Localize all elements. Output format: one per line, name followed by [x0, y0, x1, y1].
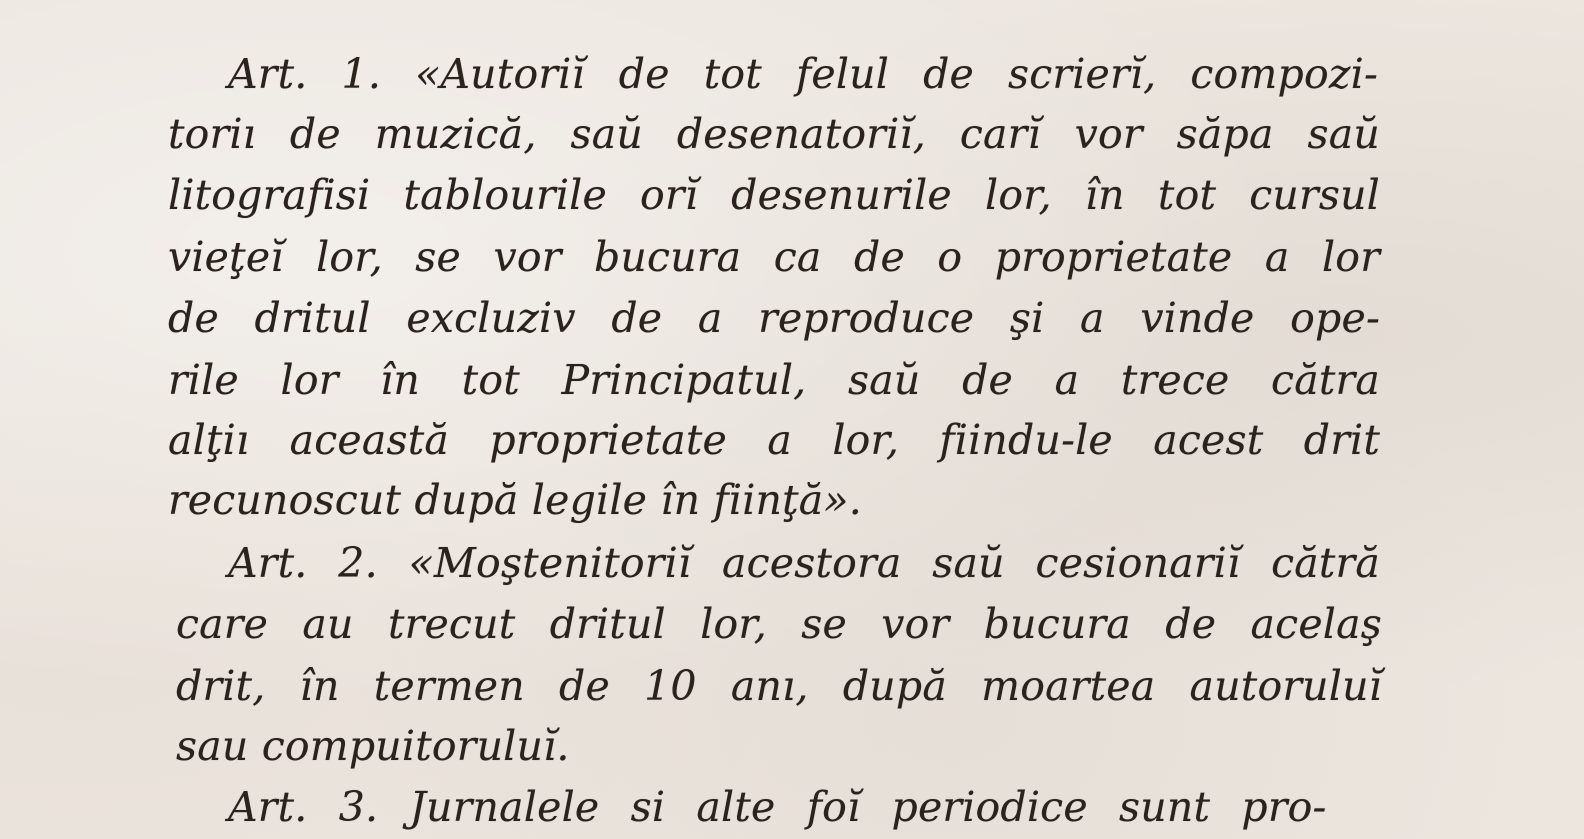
text-line: sau compuitoruluĭ. [176, 722, 570, 770]
text-line: litografisi tablourile orĭ desenurile lor, în tot cursul [168, 171, 1380, 219]
text-line: rile lor în tot Principatul, saŭ de a trece cătra [168, 356, 1380, 404]
text-line: Art. 3. Jurnalele si alte foĭ periodice sunt pro- [228, 783, 1327, 831]
text-line: de dritul excluziv de a reproduce şi a vinde ope- [168, 294, 1380, 342]
text-line: drit, în termen de 10 anı, după moartea autoruluĭ [176, 662, 1382, 710]
text-line: toriı de muzică, saŭ desenatoriĭ, carĭ vor săpa saŭ [168, 110, 1380, 158]
text-line: vieţeĭ lor, se vor bucura ca de o proprietate a lor [168, 233, 1380, 281]
text-line: recunoscut după legile în fiinţă». [168, 476, 862, 524]
text-line: care au trecut dritul lor, se vor bucura de acelaş [176, 600, 1382, 648]
text-line: Art. 1. «Autoriĭ de tot felul de scrierĭ, compozi- [228, 50, 1378, 98]
text-line: alţiı această proprietate a lor, fiindu-le acest drit [168, 416, 1380, 464]
text-line: Art. 2. «Moştenitoriĭ acestora saŭ cesionariĭ cătră [228, 539, 1380, 587]
